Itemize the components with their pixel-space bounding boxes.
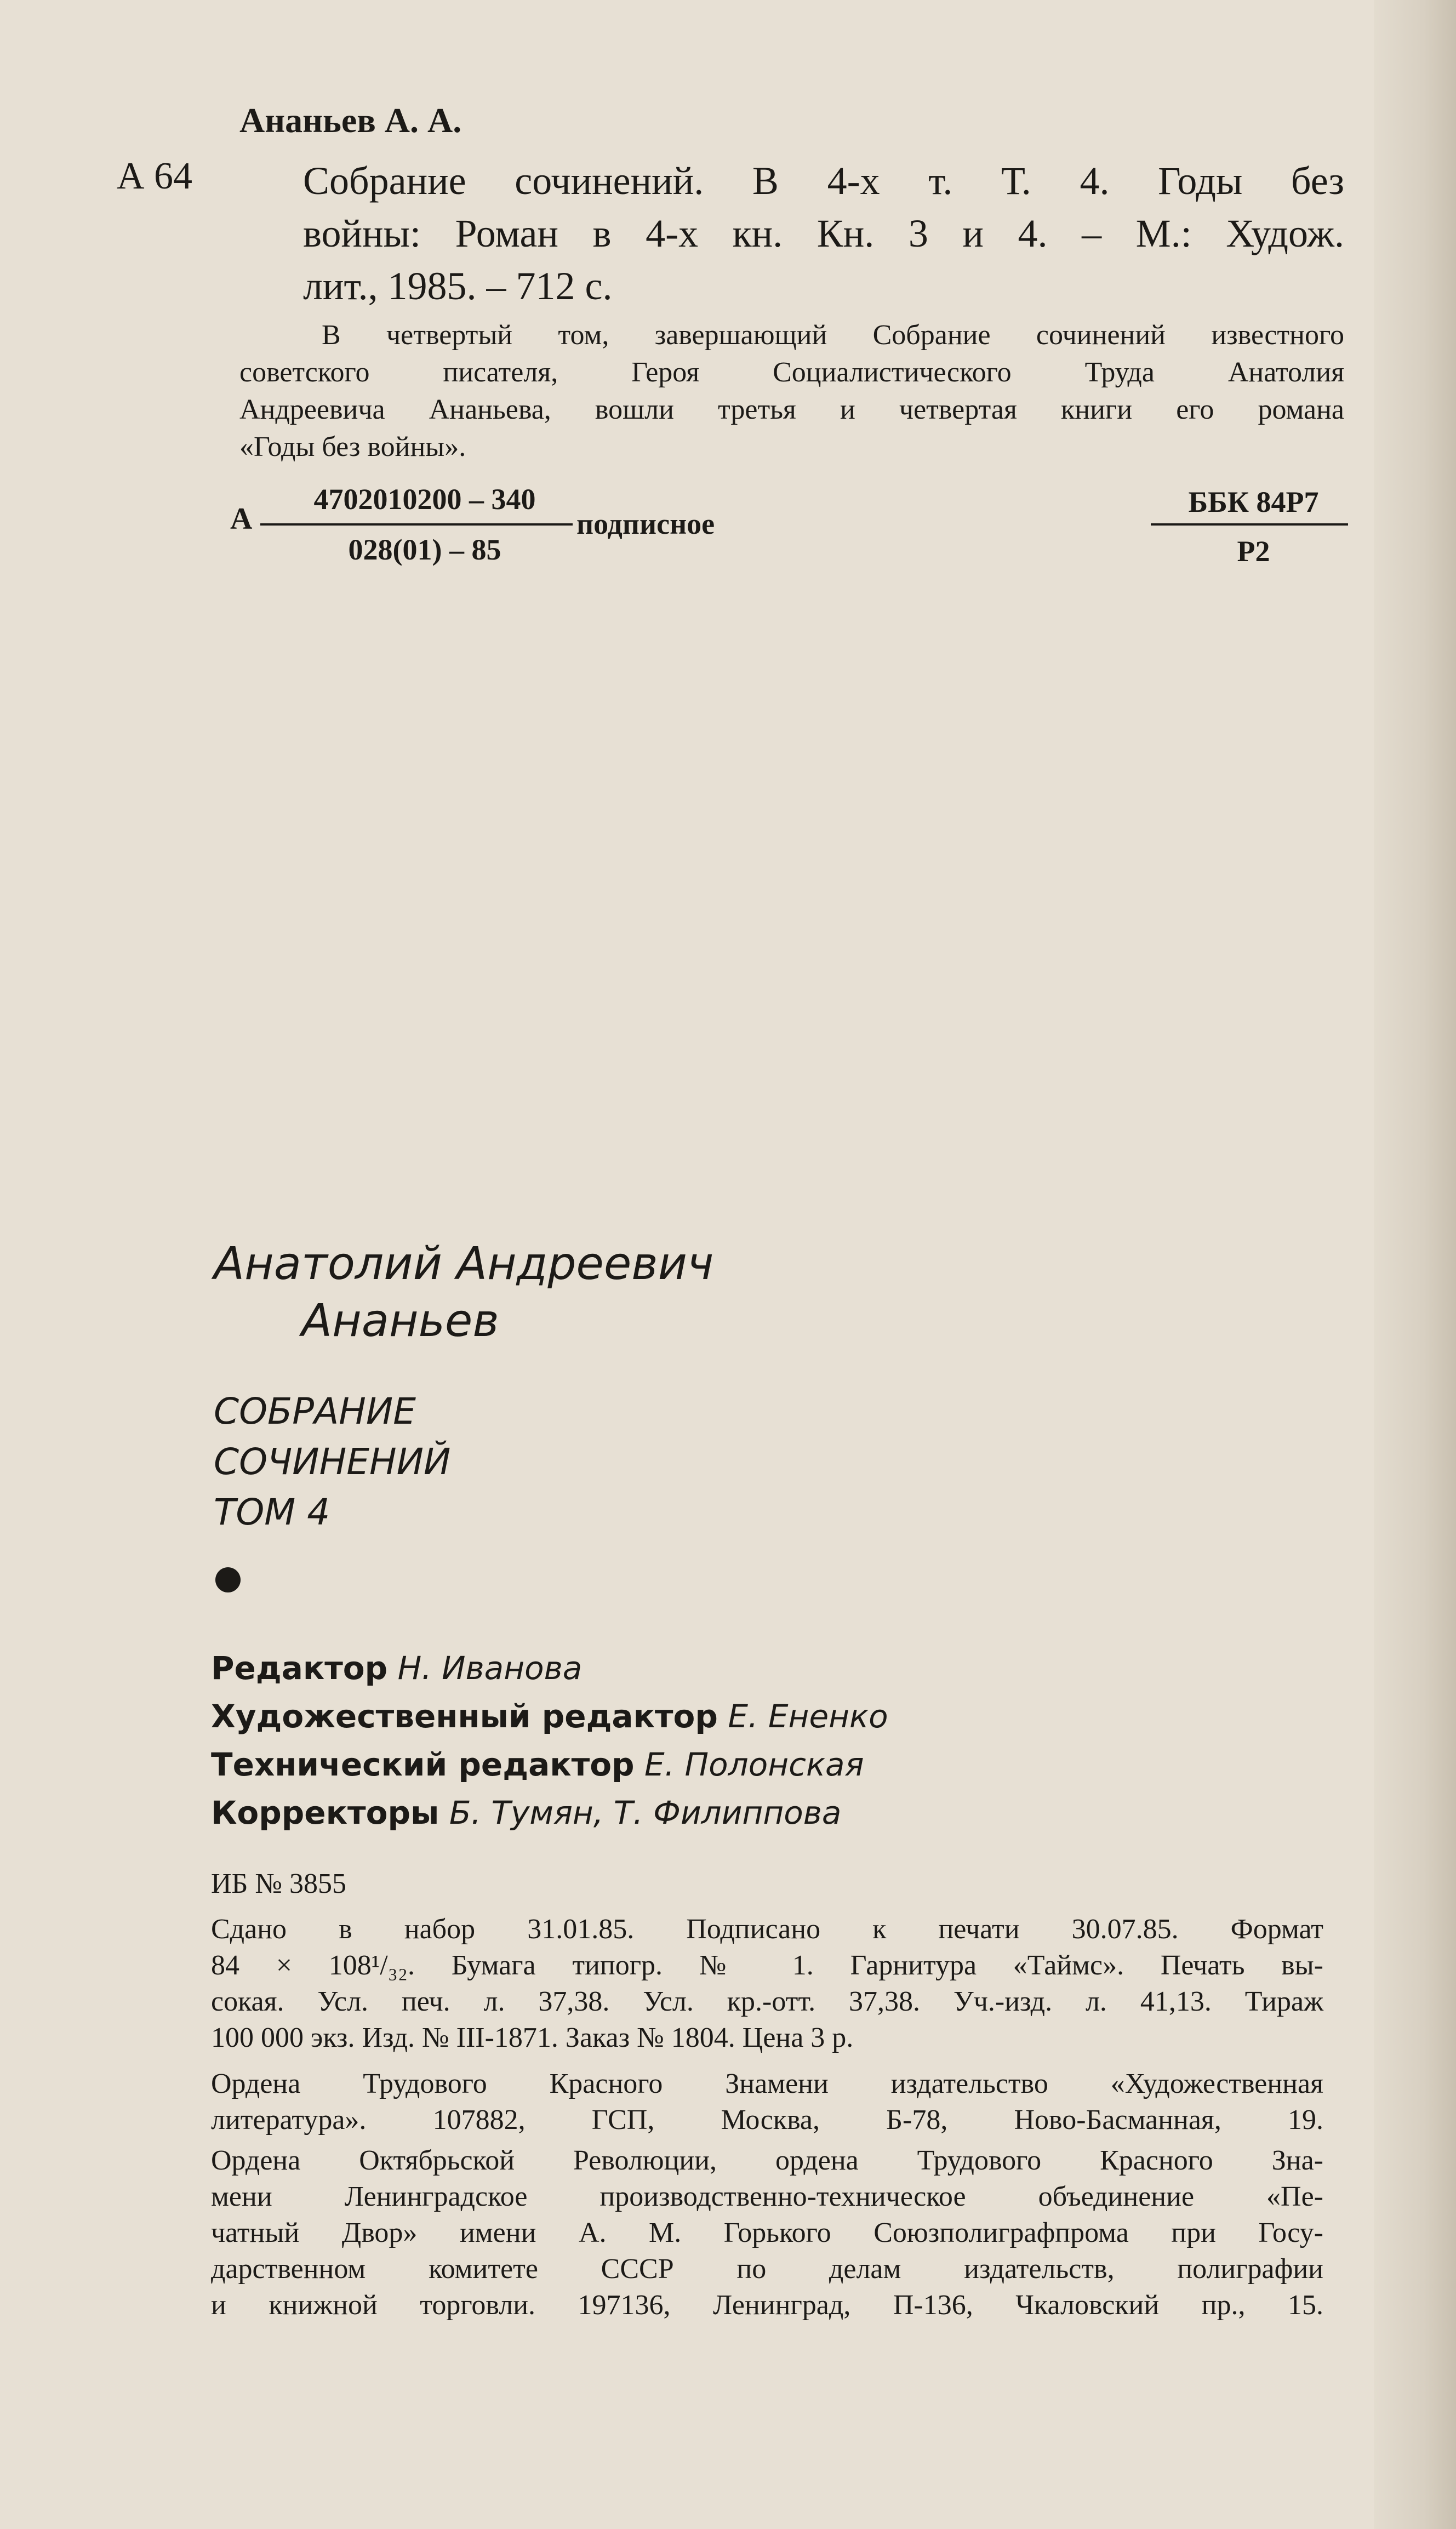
staff-role: Технический редактор [211, 1746, 635, 1783]
volume-title-line: СОЧИНЕНИЙ [214, 1441, 451, 1483]
spec-line: сокая. Усл. печ. л. 37,38. Усл. кр.-отт. 37,38. Уч.-изд. л. 41,13. Тираж [211, 1986, 1323, 2017]
catalog-author-heading: Ананьев А. А. [239, 101, 462, 140]
printer-line: Ордена Октябрьской Революции, ордена Трудового Красного Зна- [211, 2145, 1323, 2176]
staff-row [211, 1692, 888, 1740]
catalog-code: А 64 [117, 155, 193, 197]
printer-line: и книжной торговли. 197136, Ленинград, П-136, Чкаловский пр., 15. [211, 2290, 1323, 2321]
printer-line: мени Ленинградское производственно-техническое объединение «Пе- [211, 2181, 1323, 2212]
printer-line: дарственном комитете СССР по делам издательств, полиграфии [211, 2253, 1323, 2285]
description-line: лит., 1985. – 712 с. [303, 264, 613, 308]
staff-row [211, 1789, 888, 1837]
catalog-description [303, 155, 1344, 312]
bbk-code: ББК 84Р7 [1188, 486, 1319, 518]
author-name-line2: Ананьев [301, 1295, 499, 1347]
staff-name: Е. Полонская [644, 1746, 864, 1783]
description-line: Собрание сочинений. В 4-х т. Т. 4. Годы без [303, 159, 1344, 203]
staff-role: Художественный редактор [211, 1698, 718, 1735]
index-note: подписное [576, 507, 715, 540]
bbk-rule [1151, 523, 1348, 526]
staff-name: Е. Ененко [728, 1698, 888, 1735]
volume-title-line: СОБРАНИЕ [214, 1390, 416, 1432]
index-numerator: 4702010200 – 340 [313, 483, 536, 516]
description-line: войны: Роман в 4-х кн. Кн. 3 и 4. – М.: Худож. [303, 212, 1344, 255]
bullet-dot-icon [215, 1567, 241, 1592]
volume-title-line: ТОМ 4 [214, 1491, 330, 1533]
catalog-annotation [239, 317, 1344, 466]
author-name-line1: Анатолий Андреевич [214, 1238, 714, 1290]
volume-title [214, 1386, 450, 1538]
staff-name: Б. Тумян, Т. Филиппова [449, 1794, 842, 1831]
printer-line: чатный Двор» имени А. М. Горького Союзполиграфпрома при Госу- [211, 2217, 1323, 2248]
spec-line: 100 000 экз. Изд. № III-1871. Заказ № 1804. Цена 3 р. [211, 2022, 854, 2053]
printer-info [211, 2143, 1323, 2324]
staff-name: Н. Иванова [397, 1649, 583, 1687]
publisher-line: Ордена Трудового Красного Знамени издательство «Художественная [211, 2068, 1323, 2099]
publisher-info [211, 2066, 1323, 2138]
annotation-line: В четвертый том, завершающий Собрание сочинений известного [322, 319, 1344, 351]
bbk-author-mark: Р2 [1237, 535, 1270, 568]
index-fraction-rule [260, 523, 573, 526]
print-specs [211, 1911, 1323, 2056]
staff-row [211, 1740, 888, 1789]
staff-role: Редактор [211, 1649, 388, 1687]
annotation-line: советского писателя, Героя Социалистического Труда Анатолия [239, 357, 1344, 388]
spec-line: Сдано в набор 31.01.85. Подписано к печати 30.07.85. Формат [211, 1914, 1323, 1945]
spec-line: 84 × 108¹/₃₂. Бумага типогр. № 1. Гарнитура «Таймс». Печать вы- [211, 1950, 1323, 1981]
ib-number: ИБ № 3855 [211, 1868, 347, 1899]
staff-row [211, 1644, 888, 1692]
author-name [214, 1236, 713, 1350]
publisher-line: литература». 107882, ГСП, Москва, Б-78, Ново-Басманная, 19. [211, 2104, 1323, 2136]
annotation-line: «Годы без войны». [239, 431, 466, 463]
annotation-line: Андреевича Ананьева, вошли третья и четвертая книги его романа [239, 394, 1344, 425]
index-denominator: 028(01) – 85 [348, 533, 501, 566]
index-letter: А [230, 502, 253, 536]
staff-credits [211, 1644, 888, 1837]
page-edge [1374, 0, 1456, 2529]
staff-role: Корректоры [211, 1794, 439, 1831]
